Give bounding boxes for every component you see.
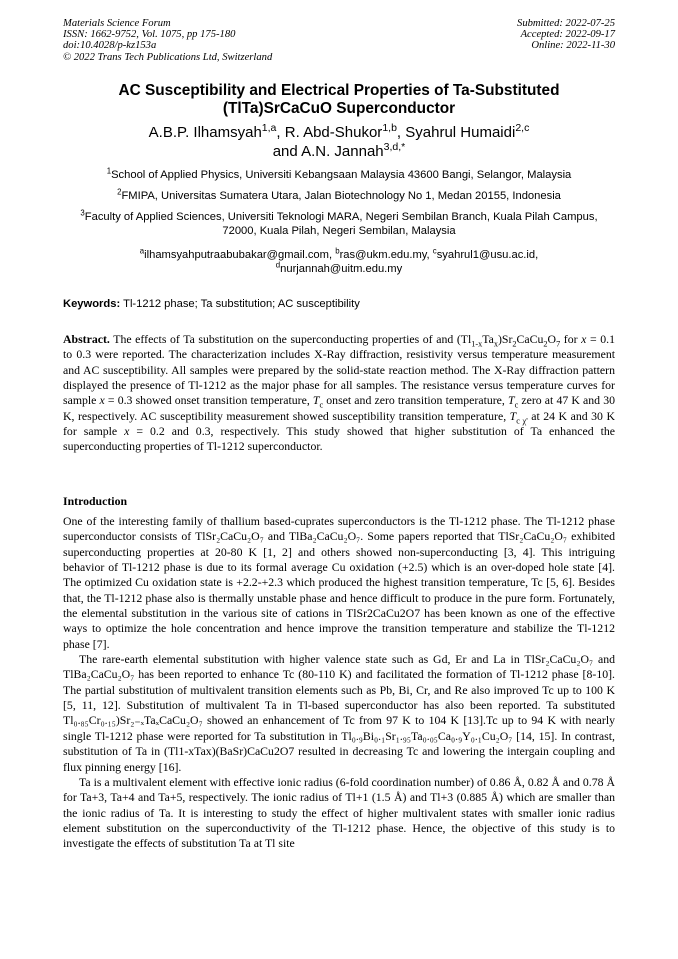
- email-link[interactable]: ras@ukm.edu.my,: [339, 249, 430, 261]
- abstract-text: = 0.3 showed onset transition temperature,: [104, 393, 313, 408]
- abstract-subscript: 7: [556, 339, 561, 349]
- abstract-text: onset and zero transition temperature,: [323, 393, 509, 408]
- affiliation-text: Faculty of Applied Sciences, Universiti Teknologi MARA, Negeri Sembilan Branch, Kuala Pilah Campus, 72000, Kuala Pilah, Negeri Sembilan, Malaysia: [84, 211, 598, 237]
- introduction-body: [63, 514, 615, 852]
- submitted-date: Submitted: 2022-07-25: [517, 18, 615, 29]
- abstract-subscript: c χ': [516, 416, 528, 426]
- abstract-text: at 24 K and 30 K for sample: [63, 408, 615, 439]
- online-date: Online: 2022-11-30: [531, 40, 615, 52]
- abstract-text: )Sr: [498, 332, 513, 346]
- affiliation: [63, 189, 615, 203]
- introduction-paragraph: One of the interesting family of thallium based-cuprates superconductors is the Tl-1212 phase. The Tl-1212 phase superconductor consists of TlSr₂CaCu₂O₇ and TlBa₂CaCu₂O₇. Some papers reported that TlSr₂CaCu₂O₇ exhibited superconducting properties at 20-80 K [1, 2] and others showed non-superconducting [3, 4]. This intriguing behavior of Tl-1212 phase is due to its formal average Cu oxidation (+2.5) which is an over-doped hole state [4]. The optimized Cu oxidation state is +2.2-+2.3 which produced the highest transition temperature, Tc [5, 6]. Besides that, the Tl-1212 phase also is thermally unstable phase and hence difficult to produce in the pure form. Fortunately, the elemental substitution in the various site of cations in TlSr2CaCu2O7 has been known as one of the effective ways to optimize the hole concentration and hence improve the transition temperature and stabilize the Tl-1212 phase [7].: [63, 514, 615, 651]
- author-affil-mark: 1,b: [382, 122, 397, 134]
- affiliations: [63, 168, 615, 245]
- keywords-text: Tl-1212 phase; Ta substitution; AC susceptibility: [123, 298, 360, 310]
- abstract-subscript: 2: [543, 339, 548, 349]
- abstract-text: O: [547, 332, 557, 346]
- email-link[interactable]: nurjannah@uitm.edu.my: [280, 263, 403, 275]
- introduction-paragraph: The rare-earth elemental substitution with higher valence state such as Gd, Er and La in TlSr₂CaCu₂O₇ and TlBa₂CaCu₂O₇ has been reported to enhance Tc (80-110 K) and facilitated the formation of Tl-1212 phase [8-10]. The partial substitution of multivalent transition elements such as Pb, Bi, Cr, and Re also improved Tc up to 100 K [5, 11, 12]. Substitution of multivalent Ta in Tl-based superconductor has also been reported. Ta substituted Tl₀.₈₅Cr₀.₁₅)Sr₂₋ₓTaₓCaCu₂O₇ showed an enhancement of Tc from 97 K to 104 K [13].Tc up to 94 K with nearly single Tl-1212 phase were reported for Ta substitution in Tl₀.₉Bi₀.₁Sr₁.₉₅Ta₀.₀₅Ca₀.₉Y₀.₁Cu₂O₇ [14, 15]. In contrast, substitution of Ta in (Tl1-xTax)(BaSr)CaCu2O7 resulted in decreasing Tc and lowering the intergain coupling and flux pinning energy [16].: [63, 652, 615, 774]
- author-affil-mark: 2,c: [515, 122, 530, 134]
- copyright: © 2022 Trans Tech Publications Ltd, Switzerland: [63, 51, 273, 63]
- author-affil-mark: 3,d,*: [383, 140, 406, 153]
- affiliation-number: 3: [80, 208, 85, 218]
- affiliation-number: 1: [106, 166, 112, 176]
- abstract-text: Ta: [482, 332, 494, 346]
- abstract-text: = 0.1 to 0.3 were reported. The characterization includes X-Ray diffraction, resistivity versus temperature measurement and AC susceptibility. All samples were prepared by the solid-state reaction method. The X-Ray diffraction pattern displayed the presence of Tl-1212 as the major phase for all samples. The resistance versus temperature curves for sample: [63, 332, 615, 408]
- abstract-variable: x: [581, 332, 587, 346]
- affiliation-number: 2: [117, 187, 122, 197]
- abstract-subscript: x: [493, 339, 498, 349]
- abstract-text: for: [560, 332, 582, 346]
- abstract-variable: T: [508, 393, 515, 408]
- introduction-paragraph: Ta is a multivalent element with effective ionic radius (6-fold coordination number) of 0.86 Å, 0.82 Å and 0.78 Å for Ta+3, Ta+4 and Ta+5, respectively. The ionic radius of Tl+1 (1.5 Å) and Tl+3 (0.885 Å) which are smaller than the ionic radius of Ta. It is interesting to study the effect of higher multivalent states with smaller ionic radius element substitution on the superconductivity of the Tl-1212 phase. Hence, the objective of this study is to investigate the effects of substitution Ta at Tl site: [63, 774, 615, 851]
- journal-name: Materials Science Forum: [63, 18, 171, 29]
- author-emails: [63, 248, 615, 276]
- abstract-variable: x: [99, 393, 105, 408]
- author-name: A.N. Jannah: [301, 142, 384, 160]
- abstract-text: The effects of Ta substitution on the superconducting properties of and (Tl: [113, 332, 472, 346]
- journal-info: [63, 18, 383, 63]
- publication-dates: [355, 18, 615, 52]
- email-link[interactable]: ilhamsyahputraabubakar@gmail.com,: [144, 249, 333, 261]
- journal-issn: ISSN: 1662-9752, Vol. 1075, pp 175-180: [63, 29, 236, 41]
- email-link[interactable]: syahrul1@usu.ac.id,: [436, 249, 539, 261]
- abstract-text: zero at 47 K and 30 K, respectively. AC susceptibility measurement showed susceptibility transition temperature,: [63, 393, 615, 423]
- author-conjunction: and: [272, 142, 298, 160]
- paper-title: AC Susceptibility and Electrical Properties of Ta-Substituted (TlTa)SrCaCuO Superconductor: [118, 82, 560, 117]
- affiliation-text: FMIPA, Universitas Sumatera Utara, Jalan Biotechnology No 1, Medan 20155, Indonesia: [121, 190, 561, 202]
- author-name: Syahrul Humaidi: [405, 124, 516, 141]
- email-mark: c: [432, 246, 437, 256]
- abstract: [63, 332, 615, 455]
- affiliation-text: School of Applied Physics, Universiti Kebangsaan Malaysia 43600 Bangi, Selangor, Malaysia: [111, 169, 572, 181]
- abstract-subscript: 2: [512, 339, 517, 349]
- author-name: A.B.P. Ilhamsyah: [148, 124, 262, 141]
- abstract-variable: T: [312, 393, 320, 408]
- section-heading-introduction: Introduction: [63, 494, 128, 508]
- author-name: R. Abd-Shukor: [284, 124, 383, 141]
- abstract-label: Abstract.: [63, 332, 110, 346]
- abstract-text: CaCu: [516, 332, 544, 346]
- abstract-variable: T: [509, 408, 517, 423]
- author-list: A.B.P. Ilhamsyah$^{1,a}$, R. Abd-Shukor$^{1,b}$, Syahrul Humaidi$^{2,c}$ and A.N. Jannah$^{3,d,*}$: [148, 122, 530, 160]
- affiliation: [63, 210, 615, 238]
- keywords-line: [63, 297, 615, 311]
- keywords-label: Keywords:: [63, 298, 121, 310]
- abstract-text: = 0.2 and 0.3, respectively. This study showed that higher substitution of Ta enhanced the superconducting properties of Tl-1212 superconductor.: [63, 424, 615, 454]
- affiliation: [63, 168, 615, 182]
- email-mark: a: [139, 246, 145, 256]
- author-affil-mark: 1,a: [261, 122, 277, 134]
- email-mark: b: [335, 246, 340, 256]
- abstract-subscript: c: [514, 400, 519, 410]
- accepted-date: Accepted: 2022-09-17: [520, 29, 615, 41]
- email-mark: d: [275, 260, 281, 270]
- doi[interactable]: doi:10.4028/p-kz153a: [63, 40, 157, 52]
- abstract-subscript: 1-x: [471, 339, 483, 349]
- abstract-subscript: c: [319, 400, 324, 410]
- abstract-variable: x: [124, 424, 130, 439]
